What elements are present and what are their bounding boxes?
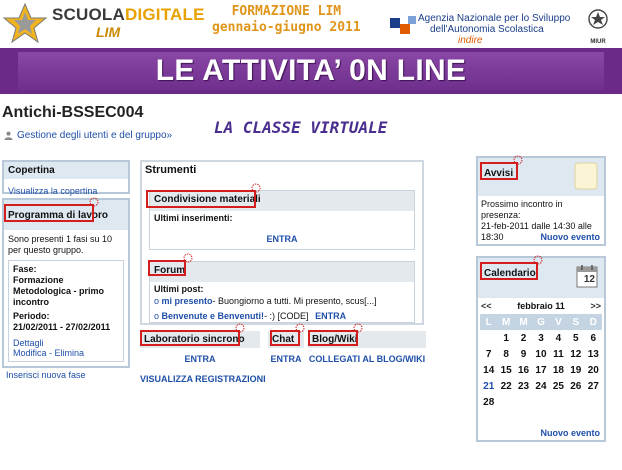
calendar-day[interactable]: 5 [573,332,579,344]
highlight-programma [4,204,94,222]
calendar-day[interactable]: 15 [500,364,512,376]
sparkle-icon [182,252,194,264]
calendar-day[interactable]: 14 [483,364,495,376]
logo-title [52,5,205,25]
calendar-grid [480,314,602,410]
calendar-empty-cell [497,394,514,410]
calendar-day[interactable]: 1 [503,332,509,344]
modifica-elimina-link[interactable]: Modifica - Elimina [13,348,85,358]
calendar-day[interactable]: 20 [587,364,599,376]
agency-line-2: dell'Autonomia Scolastica [430,24,544,35]
sparkle-icon [512,154,524,166]
calendar-day[interactable]: 27 [587,380,599,392]
calendar-day[interactable]: 28 [483,396,495,408]
calendar-empty-cell [480,330,497,346]
sparkle-icon [294,322,306,334]
chat-entra-button[interactable]: ENTRA [270,354,302,364]
condivisione-title: Condivisione materiali [150,191,414,211]
avvisi-nuovo-evento-link[interactable]: Nuovo evento [540,232,600,242]
programma-title: Programma di lavoro [8,209,109,221]
calendar-icon-day: 12 [583,274,595,285]
calendar-day[interactable]: 12 [570,348,582,360]
programma-text: Sono presenti 1 fasi su 10 per questo gruppo. [8,234,113,255]
calendar-empty-cell [567,394,584,410]
periodo-value: 21/02/2011 - 27/02/2011 [13,322,111,332]
avvisi-title: Avvisi [484,168,514,179]
ultimi-post-label: Ultimi post: [154,284,204,294]
visualizza-registrazioni-link[interactable]: VISUALIZZA REGISTRAZIONI [140,374,266,384]
agency-line-2-wrap [418,24,570,35]
forum-post-1[interactable] [150,295,414,308]
formazione-title [212,4,361,36]
calendario-panel [476,256,606,442]
strumenti-panel [140,160,424,325]
laboratorio-title: Laboratorio sincrono [140,331,260,348]
calendar-weekday: L [480,314,497,330]
highlight-condivisione [146,190,256,208]
users-icon [4,131,13,140]
strumenti-title: Strumenti [145,164,197,176]
calendar-day[interactable]: 24 [535,380,547,392]
page-header [0,0,622,48]
fase-value: Formazione Metodologica - primo incontro [13,275,104,307]
sparkle-icon [234,322,246,334]
calendar-prev-button[interactable]: << [481,301,492,311]
calendar-day[interactable]: 16 [517,364,530,376]
calendar-day[interactable]: 17 [535,364,547,376]
note-icon [574,162,598,190]
inserisci-fase-link[interactable]: Inserisci nuova fase [6,370,86,380]
calendar-empty-cell [515,394,532,410]
avvisi-text-2: 21-feb-2011 dalle 14:30 alle 18:30 [481,221,592,242]
calendar-nav [478,298,604,314]
agency-name [418,13,570,46]
blog-wiki-title: Blog/Wiki [308,331,426,348]
agency-line-1: Agenzia Nazionale per lo Sviluppo [418,13,571,24]
fase-label: Fase: [13,264,37,274]
calendario-nuovo-evento-link[interactable]: Nuovo evento [540,428,600,438]
forum-title: Forum [150,262,414,282]
calendar-weekday: D [585,314,602,330]
logo-part-scuola: SCUOLA [52,5,125,24]
title-banner-inner [18,52,604,90]
calendar-week [480,330,602,346]
calendar-day[interactable]: 26 [570,380,582,392]
fase-box [8,260,124,362]
miur-emblem-icon [586,8,610,34]
copertina-title: Copertina [4,162,128,179]
calendar-days [480,330,602,410]
calendar-day[interactable]: 23 [517,380,530,392]
bullet-icon: o [154,311,160,321]
calendario-title: Calendario [484,268,536,279]
formazione-line-2: gennaio-giugno 2011 [212,20,361,35]
highlight-blog-wiki [308,330,358,346]
calendar-day[interactable]: 10 [535,348,547,360]
calendar-weekday: M [497,314,514,330]
calendar-next-button[interactable]: >> [590,301,601,311]
calendar-week [480,394,602,410]
calendar-day[interactable]: 18 [552,364,564,376]
calendar-day[interactable]: 25 [552,380,564,392]
calendar-day[interactable]: 4 [555,332,562,344]
calendar-weekday: S [567,314,584,330]
highlight-laboratorio [140,330,240,346]
calendar-week [480,378,602,394]
calendar-day[interactable]: 7 [485,348,492,360]
sparkle-icon [532,254,544,266]
visualizza-copertina-link[interactable]: Visualizza la copertina [8,186,98,196]
calendar-weekday: V [550,314,567,330]
logo-subtitle: LIM [96,24,121,40]
ultimi-inserimenti-label: Ultimi inserimenti: [154,213,233,223]
sparkle-icon [352,322,364,334]
indire-wrap [418,35,570,46]
highlight-calendario [480,262,538,280]
course-code: Antichi-BSSEC004 [2,104,144,121]
calendar-day[interactable]: 11 [553,348,564,360]
miur-label: MIUR [590,39,606,45]
post-1-title-link[interactable]: mi presento [161,296,213,306]
calendar-day[interactable]: 8 [503,348,509,360]
laboratorio-entra-button[interactable]: ENTRA [184,354,216,364]
agency-logo-icon [388,14,420,40]
calendar-day[interactable]: 22 [500,380,512,392]
post-2-title-link[interactable]: Benvenute e Benvenuti! [161,311,265,321]
miur-logo [584,8,612,45]
classe-virtuale-title: LA CLASSE VIRTUALE [214,118,388,137]
copertina-panel [2,160,130,194]
avvisi-text-1: Prossimo incontro in presenza: [481,199,563,220]
calendar-day[interactable]: 3 [538,332,544,344]
periodo-label: Periodo: [13,311,50,321]
collegati-blog-wiki-link[interactable]: COLLEGATI AL BLOG/WIKI [308,354,426,364]
banner-title: LE ATTIVITA’ 0N LINE [155,54,467,87]
calendar-weekday: M [515,314,532,330]
calendar-empty-cell [550,394,567,410]
calendar-day[interactable]: 9 [520,348,527,360]
calendar-day[interactable]: 6 [590,332,597,344]
chat-title: Chat [268,331,304,348]
calendar-month-label: febbraio 11 [517,301,565,311]
calendar-empty-cell [532,394,549,410]
forum-panel [149,261,415,323]
logo-part-digitale: DIGITALE [124,5,205,24]
forum-post-2[interactable] [150,308,414,323]
calendar-day[interactable]: 13 [587,348,599,360]
calendar-empty-cell [585,394,602,410]
title-banner [0,48,622,94]
manage-users-label[interactable]: Gestione degli utenti e del gruppo» [17,130,173,141]
highlight-forum [148,260,186,276]
formazione-line-1: FORMAZIONE LIM [231,4,342,19]
scuola-digitale-star-icon [2,2,48,44]
calendar-weekdays [480,314,602,330]
calendar-day[interactable]: 21 [483,380,495,392]
calendar-day[interactable]: 2 [520,332,527,344]
manage-users-link[interactable] [4,130,172,141]
calendar-week [480,346,602,362]
sparkle-icon [88,196,100,208]
dettagli-link[interactable]: Dettagli [13,338,44,348]
sparkle-icon [250,182,262,194]
condivisione-entra-button[interactable]: ENTRA [266,234,298,244]
post-1-excerpt: - Buongiorno a tutti. Mi presento, scus[...] [212,296,377,306]
programma-panel [2,198,130,380]
post-2-excerpt: - :) [CODE] [264,311,309,321]
calendar-week [480,362,602,378]
calendar-weekday: G [532,314,549,330]
bullet-icon: o [154,296,160,306]
calendar-day[interactable]: 19 [570,364,582,376]
indire-label: indire [458,35,483,46]
forum-entra-button[interactable]: ENTRA [315,311,347,321]
